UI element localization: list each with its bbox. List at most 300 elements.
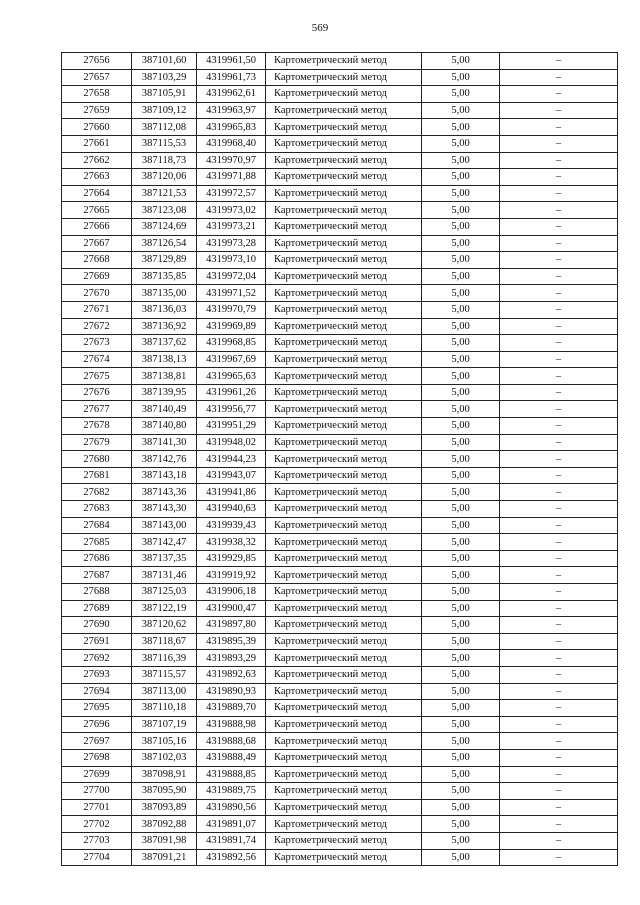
- accuracy-cell: 5,00: [422, 401, 500, 418]
- note-cell: –: [500, 799, 618, 816]
- y-coordinate-cell: 4319968,85: [197, 335, 266, 352]
- method-cell: Картометрический метод: [266, 484, 422, 501]
- x-coordinate-cell: 387142,76: [132, 451, 197, 468]
- accuracy-cell: 5,00: [422, 235, 500, 252]
- x-coordinate-cell: 387143,36: [132, 484, 197, 501]
- method-cell: Картометрический метод: [266, 816, 422, 833]
- point-number-cell: 27688: [62, 584, 132, 601]
- y-coordinate-cell: 4319941,86: [197, 484, 266, 501]
- x-coordinate-cell: 387143,18: [132, 467, 197, 484]
- point-number-cell: 27699: [62, 766, 132, 783]
- point-number-cell: 27689: [62, 600, 132, 617]
- note-cell: –: [500, 434, 618, 451]
- point-number-cell: 27695: [62, 700, 132, 717]
- note-cell: –: [500, 783, 618, 800]
- x-coordinate-cell: 387105,16: [132, 733, 197, 750]
- accuracy-cell: 5,00: [422, 849, 500, 866]
- accuracy-cell: 5,00: [422, 384, 500, 401]
- method-cell: Картометрический метод: [266, 351, 422, 368]
- x-coordinate-cell: 387098,91: [132, 766, 197, 783]
- note-cell: –: [500, 484, 618, 501]
- point-number-cell: 27684: [62, 517, 132, 534]
- point-number-cell: 27658: [62, 86, 132, 103]
- point-number-cell: 27687: [62, 567, 132, 584]
- point-number-cell: 27656: [62, 53, 132, 70]
- x-coordinate-cell: 387143,30: [132, 501, 197, 518]
- method-cell: Картометрический метод: [266, 318, 422, 335]
- note-cell: –: [500, 418, 618, 435]
- note-cell: –: [500, 384, 618, 401]
- table-row: [62, 650, 618, 667]
- y-coordinate-cell: 4319940,63: [197, 501, 266, 518]
- table-row: [62, 185, 618, 202]
- note-cell: –: [500, 832, 618, 849]
- table-row: [62, 617, 618, 634]
- accuracy-cell: 5,00: [422, 53, 500, 70]
- table-row: [62, 252, 618, 269]
- accuracy-cell: 5,00: [422, 169, 500, 186]
- point-number-cell: 27677: [62, 401, 132, 418]
- note-cell: –: [500, 517, 618, 534]
- method-cell: Картометрический метод: [266, 218, 422, 235]
- method-cell: Картометрический метод: [266, 683, 422, 700]
- table-row: [62, 135, 618, 152]
- note-cell: –: [500, 584, 618, 601]
- accuracy-cell: 5,00: [422, 567, 500, 584]
- point-number-cell: 27682: [62, 484, 132, 501]
- note-cell: –: [500, 185, 618, 202]
- method-cell: Картометрический метод: [266, 384, 422, 401]
- method-cell: Картометрический метод: [266, 749, 422, 766]
- point-number-cell: 27697: [62, 733, 132, 750]
- x-coordinate-cell: 387115,53: [132, 135, 197, 152]
- table-row: [62, 783, 618, 800]
- note-cell: –: [500, 252, 618, 269]
- y-coordinate-cell: 4319919,92: [197, 567, 266, 584]
- y-coordinate-cell: 4319973,02: [197, 202, 266, 219]
- accuracy-cell: 5,00: [422, 749, 500, 766]
- method-cell: Картометрический метод: [266, 799, 422, 816]
- y-coordinate-cell: 4319961,26: [197, 384, 266, 401]
- x-coordinate-cell: 387137,35: [132, 550, 197, 567]
- y-coordinate-cell: 4319891,07: [197, 816, 266, 833]
- accuracy-cell: 5,00: [422, 783, 500, 800]
- accuracy-cell: 5,00: [422, 318, 500, 335]
- point-number-cell: 27663: [62, 169, 132, 186]
- x-coordinate-cell: 387138,13: [132, 351, 197, 368]
- y-coordinate-cell: 4319889,75: [197, 783, 266, 800]
- x-coordinate-cell: 387131,46: [132, 567, 197, 584]
- table-row: [62, 550, 618, 567]
- x-coordinate-cell: 387091,21: [132, 849, 197, 866]
- note-cell: –: [500, 401, 618, 418]
- y-coordinate-cell: 4319938,32: [197, 534, 266, 551]
- y-coordinate-cell: 4319888,68: [197, 733, 266, 750]
- table-row: [62, 418, 618, 435]
- y-coordinate-cell: 4319944,23: [197, 451, 266, 468]
- y-coordinate-cell: 4319939,43: [197, 517, 266, 534]
- y-coordinate-cell: 4319892,63: [197, 666, 266, 683]
- accuracy-cell: 5,00: [422, 152, 500, 169]
- y-coordinate-cell: 4319973,10: [197, 252, 266, 269]
- x-coordinate-cell: 387120,06: [132, 169, 197, 186]
- x-coordinate-cell: 387115,57: [132, 666, 197, 683]
- point-number-cell: 27669: [62, 268, 132, 285]
- method-cell: Картометрический метод: [266, 268, 422, 285]
- table-row: [62, 733, 618, 750]
- note-cell: –: [500, 550, 618, 567]
- y-coordinate-cell: 4319948,02: [197, 434, 266, 451]
- point-number-cell: 27694: [62, 683, 132, 700]
- note-cell: –: [500, 86, 618, 103]
- y-coordinate-cell: 4319963,97: [197, 102, 266, 119]
- method-cell: Картометрический метод: [266, 434, 422, 451]
- x-coordinate-cell: 387140,80: [132, 418, 197, 435]
- accuracy-cell: 5,00: [422, 102, 500, 119]
- point-number-cell: 27676: [62, 384, 132, 401]
- note-cell: –: [500, 849, 618, 866]
- method-cell: Картометрический метод: [266, 783, 422, 800]
- accuracy-cell: 5,00: [422, 766, 500, 783]
- method-cell: Картометрический метод: [266, 69, 422, 86]
- table-row: [62, 102, 618, 119]
- note-cell: –: [500, 235, 618, 252]
- note-cell: –: [500, 749, 618, 766]
- table-row: [62, 683, 618, 700]
- y-coordinate-cell: 4319895,39: [197, 633, 266, 650]
- x-coordinate-cell: 387136,92: [132, 318, 197, 335]
- x-coordinate-cell: 387135,00: [132, 285, 197, 302]
- method-cell: Картометрический метод: [266, 467, 422, 484]
- point-number-cell: 27702: [62, 816, 132, 833]
- note-cell: –: [500, 135, 618, 152]
- method-cell: Картометрический метод: [266, 401, 422, 418]
- table-row: [62, 501, 618, 518]
- table-row: [62, 53, 618, 70]
- point-number-cell: 27660: [62, 119, 132, 136]
- x-coordinate-cell: 387139,95: [132, 384, 197, 401]
- point-number-cell: 27701: [62, 799, 132, 816]
- table-row: [62, 749, 618, 766]
- point-number-cell: 27673: [62, 335, 132, 352]
- x-coordinate-cell: 387126,54: [132, 235, 197, 252]
- y-coordinate-cell: 4319972,04: [197, 268, 266, 285]
- point-number-cell: 27667: [62, 235, 132, 252]
- method-cell: Картометрический метод: [266, 135, 422, 152]
- x-coordinate-cell: 387138,81: [132, 368, 197, 385]
- method-cell: Картометрический метод: [266, 716, 422, 733]
- method-cell: Картометрический метод: [266, 650, 422, 667]
- table-row: [62, 451, 618, 468]
- accuracy-cell: 5,00: [422, 86, 500, 103]
- point-number-cell: 27679: [62, 434, 132, 451]
- method-cell: Картометрический метод: [266, 567, 422, 584]
- note-cell: –: [500, 733, 618, 750]
- y-coordinate-cell: 4319890,93: [197, 683, 266, 700]
- accuracy-cell: 5,00: [422, 700, 500, 717]
- x-coordinate-cell: 387109,12: [132, 102, 197, 119]
- point-number-cell: 27700: [62, 783, 132, 800]
- note-cell: –: [500, 169, 618, 186]
- point-number-cell: 27696: [62, 716, 132, 733]
- point-number-cell: 27672: [62, 318, 132, 335]
- x-coordinate-cell: 387123,08: [132, 202, 197, 219]
- accuracy-cell: 5,00: [422, 816, 500, 833]
- y-coordinate-cell: 4319969,89: [197, 318, 266, 335]
- x-coordinate-cell: 387141,30: [132, 434, 197, 451]
- y-coordinate-cell: 4319965,83: [197, 119, 266, 136]
- x-coordinate-cell: 387102,03: [132, 749, 197, 766]
- accuracy-cell: 5,00: [422, 517, 500, 534]
- accuracy-cell: 5,00: [422, 550, 500, 567]
- note-cell: –: [500, 666, 618, 683]
- y-coordinate-cell: 4319891,74: [197, 832, 266, 849]
- x-coordinate-cell: 387118,67: [132, 633, 197, 650]
- method-cell: Картометрический метод: [266, 102, 422, 119]
- method-cell: Картометрический метод: [266, 86, 422, 103]
- accuracy-cell: 5,00: [422, 716, 500, 733]
- point-number-cell: 27680: [62, 451, 132, 468]
- accuracy-cell: 5,00: [422, 368, 500, 385]
- y-coordinate-cell: 4319973,28: [197, 235, 266, 252]
- table-row: [62, 467, 618, 484]
- table-row: [62, 799, 618, 816]
- accuracy-cell: 5,00: [422, 633, 500, 650]
- table-row: [62, 69, 618, 86]
- accuracy-cell: 5,00: [422, 218, 500, 235]
- accuracy-cell: 5,00: [422, 69, 500, 86]
- point-number-cell: 27692: [62, 650, 132, 667]
- note-cell: –: [500, 816, 618, 833]
- y-coordinate-cell: 4319906,18: [197, 584, 266, 601]
- y-coordinate-cell: 4319962,61: [197, 86, 266, 103]
- accuracy-cell: 5,00: [422, 584, 500, 601]
- accuracy-cell: 5,00: [422, 666, 500, 683]
- note-cell: –: [500, 102, 618, 119]
- table-row: [62, 401, 618, 418]
- x-coordinate-cell: 387136,03: [132, 301, 197, 318]
- accuracy-cell: 5,00: [422, 799, 500, 816]
- method-cell: Картометрический метод: [266, 517, 422, 534]
- x-coordinate-cell: 387116,39: [132, 650, 197, 667]
- note-cell: –: [500, 600, 618, 617]
- point-number-cell: 27665: [62, 202, 132, 219]
- method-cell: Картометрический метод: [266, 733, 422, 750]
- x-coordinate-cell: 387121,53: [132, 185, 197, 202]
- method-cell: Картометрический метод: [266, 849, 422, 866]
- note-cell: –: [500, 368, 618, 385]
- point-number-cell: 27668: [62, 252, 132, 269]
- method-cell: Картометрический метод: [266, 185, 422, 202]
- note-cell: –: [500, 451, 618, 468]
- accuracy-cell: 5,00: [422, 252, 500, 269]
- note-cell: –: [500, 650, 618, 667]
- x-coordinate-cell: 387135,85: [132, 268, 197, 285]
- x-coordinate-cell: 387092,88: [132, 816, 197, 833]
- method-cell: Картометрический метод: [266, 633, 422, 650]
- coordinates-table: [61, 52, 618, 866]
- accuracy-cell: 5,00: [422, 617, 500, 634]
- y-coordinate-cell: 4319961,50: [197, 53, 266, 70]
- accuracy-cell: 5,00: [422, 683, 500, 700]
- y-coordinate-cell: 4319888,98: [197, 716, 266, 733]
- point-number-cell: 27683: [62, 501, 132, 518]
- x-coordinate-cell: 387107,19: [132, 716, 197, 733]
- table-row: [62, 849, 618, 866]
- page-number: 569: [311, 22, 329, 34]
- accuracy-cell: 5,00: [422, 534, 500, 551]
- x-coordinate-cell: 387118,73: [132, 152, 197, 169]
- y-coordinate-cell: 4319892,56: [197, 849, 266, 866]
- table-row: [62, 384, 618, 401]
- x-coordinate-cell: 387143,00: [132, 517, 197, 534]
- note-cell: –: [500, 716, 618, 733]
- accuracy-cell: 5,00: [422, 268, 500, 285]
- x-coordinate-cell: 387105,91: [132, 86, 197, 103]
- table-body: [62, 53, 618, 866]
- x-coordinate-cell: 387091,98: [132, 832, 197, 849]
- point-number-cell: 27681: [62, 467, 132, 484]
- note-cell: –: [500, 351, 618, 368]
- note-cell: –: [500, 534, 618, 551]
- x-coordinate-cell: 387112,08: [132, 119, 197, 136]
- accuracy-cell: 5,00: [422, 135, 500, 152]
- y-coordinate-cell: 4319973,21: [197, 218, 266, 235]
- x-coordinate-cell: 387129,89: [132, 252, 197, 269]
- table-row: [62, 716, 618, 733]
- point-number-cell: 27666: [62, 218, 132, 235]
- point-number-cell: 27661: [62, 135, 132, 152]
- point-number-cell: 27671: [62, 301, 132, 318]
- x-coordinate-cell: 387122,19: [132, 600, 197, 617]
- y-coordinate-cell: 4319888,85: [197, 766, 266, 783]
- accuracy-cell: 5,00: [422, 301, 500, 318]
- y-coordinate-cell: 4319970,97: [197, 152, 266, 169]
- y-coordinate-cell: 4319951,29: [197, 418, 266, 435]
- y-coordinate-cell: 4319961,73: [197, 69, 266, 86]
- note-cell: –: [500, 202, 618, 219]
- table-row: [62, 218, 618, 235]
- method-cell: Картометрический метод: [266, 418, 422, 435]
- point-number-cell: 27674: [62, 351, 132, 368]
- x-coordinate-cell: 387120,62: [132, 617, 197, 634]
- table-row: [62, 633, 618, 650]
- point-number-cell: 27657: [62, 69, 132, 86]
- accuracy-cell: 5,00: [422, 335, 500, 352]
- point-number-cell: 27698: [62, 749, 132, 766]
- method-cell: Картометрический метод: [266, 617, 422, 634]
- method-cell: Картометрический метод: [266, 169, 422, 186]
- y-coordinate-cell: 4319971,88: [197, 169, 266, 186]
- accuracy-cell: 5,00: [422, 119, 500, 136]
- y-coordinate-cell: 4319888,49: [197, 749, 266, 766]
- y-coordinate-cell: 4319943,07: [197, 467, 266, 484]
- point-number-cell: 27686: [62, 550, 132, 567]
- table-row: [62, 152, 618, 169]
- note-cell: –: [500, 301, 618, 318]
- note-cell: –: [500, 53, 618, 70]
- note-cell: –: [500, 268, 618, 285]
- method-cell: Картометрический метод: [266, 534, 422, 551]
- point-number-cell: 27659: [62, 102, 132, 119]
- table-row: [62, 600, 618, 617]
- table-row: [62, 832, 618, 849]
- note-cell: –: [500, 766, 618, 783]
- note-cell: –: [500, 683, 618, 700]
- point-number-cell: 27704: [62, 849, 132, 866]
- method-cell: Картометрический метод: [266, 766, 422, 783]
- point-number-cell: 27675: [62, 368, 132, 385]
- method-cell: Картометрический метод: [266, 700, 422, 717]
- y-coordinate-cell: 4319965,63: [197, 368, 266, 385]
- method-cell: Картометрический метод: [266, 119, 422, 136]
- y-coordinate-cell: 4319956,77: [197, 401, 266, 418]
- table-row: [62, 567, 618, 584]
- method-cell: Картометрический метод: [266, 152, 422, 169]
- table-row: [62, 235, 618, 252]
- method-cell: Картометрический метод: [266, 451, 422, 468]
- y-coordinate-cell: 4319897,80: [197, 617, 266, 634]
- table-row: [62, 517, 618, 534]
- x-coordinate-cell: 387110,18: [132, 700, 197, 717]
- method-cell: Картометрический метод: [266, 368, 422, 385]
- note-cell: –: [500, 633, 618, 650]
- note-cell: –: [500, 285, 618, 302]
- accuracy-cell: 5,00: [422, 650, 500, 667]
- y-coordinate-cell: 4319970,79: [197, 301, 266, 318]
- method-cell: Картометрический метод: [266, 252, 422, 269]
- y-coordinate-cell: 4319900,47: [197, 600, 266, 617]
- table-row: [62, 434, 618, 451]
- table-row: [62, 268, 618, 285]
- method-cell: Картометрический метод: [266, 335, 422, 352]
- table-row: [62, 318, 618, 335]
- accuracy-cell: 5,00: [422, 733, 500, 750]
- method-cell: Картометрический метод: [266, 832, 422, 849]
- table-row: [62, 169, 618, 186]
- method-cell: Картометрический метод: [266, 501, 422, 518]
- accuracy-cell: 5,00: [422, 185, 500, 202]
- x-coordinate-cell: 387113,00: [132, 683, 197, 700]
- accuracy-cell: 5,00: [422, 484, 500, 501]
- note-cell: –: [500, 152, 618, 169]
- point-number-cell: 27703: [62, 832, 132, 849]
- table-row: [62, 584, 618, 601]
- table-row: [62, 484, 618, 501]
- table-row: [62, 816, 618, 833]
- note-cell: –: [500, 335, 618, 352]
- table-row: [62, 534, 618, 551]
- method-cell: Картометрический метод: [266, 53, 422, 70]
- x-coordinate-cell: 387125,03: [132, 584, 197, 601]
- table-row: [62, 666, 618, 683]
- note-cell: –: [500, 318, 618, 335]
- y-coordinate-cell: 4319890,56: [197, 799, 266, 816]
- table-row: [62, 301, 618, 318]
- method-cell: Картометрический метод: [266, 666, 422, 683]
- accuracy-cell: 5,00: [422, 501, 500, 518]
- x-coordinate-cell: 387101,60: [132, 53, 197, 70]
- accuracy-cell: 5,00: [422, 451, 500, 468]
- table-row: [62, 86, 618, 103]
- x-coordinate-cell: 387142,47: [132, 534, 197, 551]
- point-number-cell: 27690: [62, 617, 132, 634]
- y-coordinate-cell: 4319971,52: [197, 285, 266, 302]
- note-cell: –: [500, 218, 618, 235]
- note-cell: –: [500, 617, 618, 634]
- x-coordinate-cell: 387137,62: [132, 335, 197, 352]
- table-row: [62, 202, 618, 219]
